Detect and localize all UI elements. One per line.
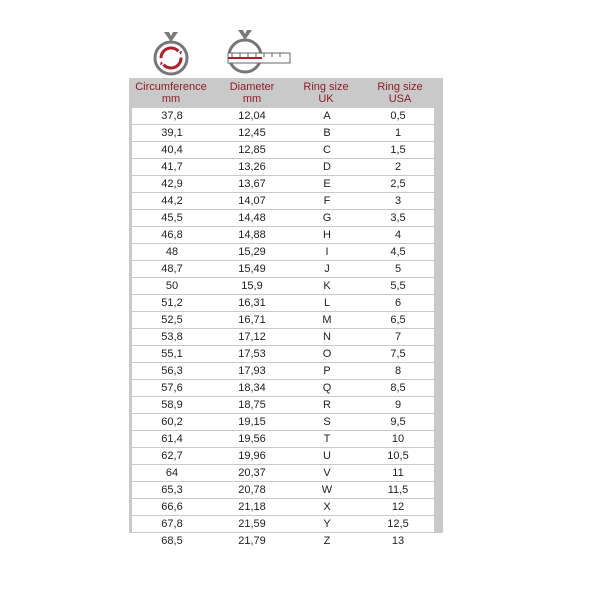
usa-size-cell: 11,5: [387, 484, 409, 496]
usa-size-cell: 8,5: [390, 382, 406, 394]
circumference-cell: 39,1: [161, 127, 183, 139]
diameter-cell: 12,45: [238, 127, 266, 139]
usa-size-cell: 5: [394, 263, 402, 275]
usa-size-cell: 8: [394, 365, 402, 377]
uk-size-cell: U: [323, 450, 331, 462]
usa-size-cell: 13: [391, 535, 405, 547]
diameter-cell: 21,59: [238, 518, 266, 530]
table-row: [132, 125, 434, 141]
circumference-cell: 45,5: [161, 212, 183, 224]
uk-size-cell: J: [324, 263, 330, 275]
diameter-cell: 15,49: [238, 263, 266, 275]
uk-size-cell: Q: [322, 382, 332, 394]
circumference-cell: 42,9: [161, 178, 183, 190]
ring-circumference-icon: [150, 28, 192, 76]
uk-size-cell: I: [325, 246, 329, 258]
uk-size-cell: X: [323, 501, 331, 513]
diameter-cell: 18,34: [238, 382, 266, 394]
uk-size-cell: R: [323, 399, 331, 411]
table-row: [132, 176, 434, 192]
usa-size-cell: 3: [394, 195, 402, 207]
table-row: [132, 499, 434, 515]
circumference-cell: 61,4: [161, 433, 183, 445]
diameter-cell: 20,78: [238, 484, 266, 496]
usa-size-cell: 5,5: [390, 280, 406, 292]
usa-size-cell: 7: [394, 331, 402, 343]
table-row: [132, 363, 434, 379]
diameter-cell: 13,67: [238, 178, 266, 190]
usa-size-cell: 7,5: [390, 348, 406, 360]
table-row: [132, 516, 434, 532]
size-table-body: [132, 108, 434, 550]
circumference-cell: 65,3: [161, 484, 183, 496]
diameter-cell: 16,71: [238, 314, 266, 326]
diameter-cell: 16,31: [238, 297, 266, 309]
uk-size-cell: E: [323, 178, 331, 190]
usa-size-cell: 9,5: [390, 416, 406, 428]
diameter-cell: 19,96: [238, 450, 266, 462]
header-ring-size-usa: Ring size USA: [377, 81, 423, 105]
table-row: [132, 295, 434, 311]
table-row: [132, 108, 434, 124]
uk-size-cell: P: [323, 365, 331, 377]
table-row: [132, 227, 434, 243]
ring-diameter-ruler-icon: [224, 26, 294, 76]
table-row: [132, 142, 434, 158]
table-row: [132, 278, 434, 294]
header-ring-size-uk: Ring size UK: [303, 81, 349, 105]
table-row: [132, 448, 434, 464]
uk-size-cell: B: [323, 127, 331, 139]
diameter-cell: 14,07: [238, 195, 266, 207]
circumference-cell: 48,7: [161, 263, 183, 275]
usa-size-cell: 4: [394, 229, 402, 241]
usa-size-cell: 3,5: [390, 212, 406, 224]
diameter-cell: 17,93: [238, 365, 266, 377]
uk-size-cell: T: [323, 433, 331, 445]
usa-size-cell: 4,5: [390, 246, 406, 258]
uk-size-cell: F: [323, 195, 331, 207]
circumference-cell: 56,3: [161, 365, 183, 377]
usa-size-cell: 12: [391, 501, 405, 513]
usa-size-cell: 12,5: [387, 518, 409, 530]
uk-size-cell: H: [323, 229, 331, 241]
diameter-cell: 20,37: [238, 467, 266, 479]
circumference-cell: 40,4: [161, 144, 183, 156]
diameter-cell: 15,29: [238, 246, 266, 258]
usa-size-cell: 2: [394, 161, 402, 173]
usa-size-cell: 6,5: [390, 314, 406, 326]
diameter-cell: 17,53: [238, 348, 266, 360]
circumference-cell: 44,2: [161, 195, 183, 207]
usa-size-cell: 6: [394, 297, 402, 309]
usa-size-cell: 11: [392, 467, 404, 479]
diameter-cell: 19,56: [238, 433, 266, 445]
circumference-cell: 41,7: [161, 161, 183, 173]
table-row: [132, 244, 434, 260]
table-row: [132, 397, 434, 413]
table-row: [132, 210, 434, 226]
usa-size-cell: 10,5: [387, 450, 409, 462]
uk-size-cell: C: [323, 144, 331, 156]
table-row: [132, 414, 434, 430]
usa-size-cell: 2,5: [390, 178, 406, 190]
table-row: [132, 482, 434, 498]
usa-size-cell: 0,5: [390, 110, 406, 122]
table-row: [132, 329, 434, 345]
circumference-cell: 53,8: [161, 331, 183, 343]
ring-size-chart: [129, 78, 443, 547]
circumference-cell: 60,2: [161, 416, 183, 428]
circumference-cell: 66,6: [161, 501, 183, 513]
uk-size-cell: L: [323, 297, 331, 309]
circumference-cell: 58,9: [161, 399, 183, 411]
circumference-cell: 51,2: [161, 297, 183, 309]
table-row: [132, 380, 434, 396]
uk-size-cell: Y: [323, 518, 331, 530]
circumference-cell: 37,8: [161, 110, 183, 122]
circumference-cell: 52,5: [161, 314, 183, 326]
usa-size-cell: 9: [394, 399, 402, 411]
uk-size-cell: Z: [323, 535, 331, 547]
circumference-cell: 57,6: [161, 382, 183, 394]
uk-size-cell: M: [322, 314, 332, 326]
header-diameter: Diameter mm: [229, 81, 275, 105]
circumference-cell: 46,8: [161, 229, 183, 241]
circumference-cell: 67,8: [161, 518, 183, 530]
header-circumference: Circumference mm: [135, 81, 207, 105]
table-row: [132, 465, 434, 481]
diameter-cell: 17,12: [238, 331, 266, 343]
table-row: [132, 346, 434, 362]
circumference-cell: 68,5: [161, 535, 183, 547]
uk-size-cell: O: [322, 348, 332, 360]
diameter-cell: 19,15: [238, 416, 266, 428]
uk-size-cell: W: [321, 484, 333, 496]
uk-size-cell: V: [323, 467, 331, 479]
table-row: [132, 261, 434, 277]
usa-size-cell: 1: [394, 127, 402, 139]
table-row: [132, 533, 434, 549]
chart-header: [129, 78, 443, 108]
diameter-cell: 14,48: [238, 212, 266, 224]
circumference-cell: 48: [165, 246, 179, 258]
table-row: [132, 431, 434, 447]
uk-size-cell: S: [323, 416, 331, 428]
table-row: [132, 193, 434, 209]
circumference-cell: 50: [165, 280, 179, 292]
circumference-cell: 64: [165, 467, 179, 479]
usa-size-cell: 1,5: [390, 144, 406, 156]
diameter-cell: 14,88: [238, 229, 266, 241]
table-row: [132, 312, 434, 328]
uk-size-cell: K: [323, 280, 331, 292]
uk-size-cell: N: [323, 331, 331, 343]
uk-size-cell: A: [323, 110, 331, 122]
uk-size-cell: D: [323, 161, 331, 173]
diameter-cell: 13,26: [238, 161, 266, 173]
circumference-cell: 55,1: [161, 348, 183, 360]
diameter-cell: 12,04: [238, 110, 266, 122]
diameter-cell: 21,18: [238, 501, 266, 513]
diameter-cell: 21,79: [238, 535, 266, 547]
diameter-cell: 15,9: [241, 280, 263, 292]
usa-size-cell: 10: [391, 433, 405, 445]
circumference-cell: 62,7: [161, 450, 183, 462]
diameter-cell: 18,75: [238, 399, 266, 411]
uk-size-cell: G: [322, 212, 332, 224]
diameter-cell: 12,85: [238, 144, 266, 156]
table-row: [132, 159, 434, 175]
